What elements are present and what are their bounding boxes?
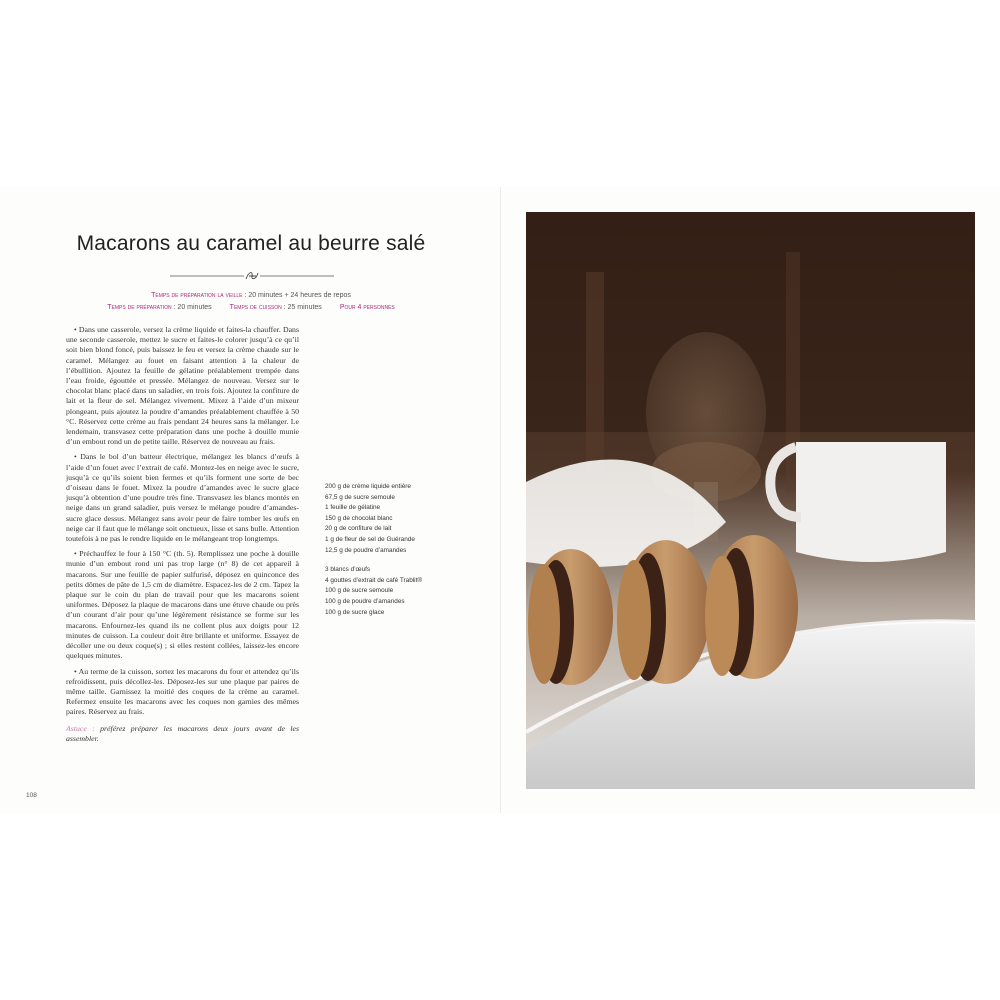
ingredient: 12,5 g de poudre d’amandes — [325, 546, 407, 554]
ingredient: 200 g de crème liquide entière — [325, 483, 411, 490]
servings: Pour 4 personnes — [339, 304, 395, 311]
page-number: 108 — [26, 792, 37, 799]
prep-eve-label: Temps de préparation la veille — [151, 292, 243, 299]
tip-label: Astuce : — [66, 723, 95, 733]
ingredient: 100 g de sucre semoule — [325, 587, 394, 595]
macarons-photo — [526, 212, 975, 789]
ingredient: 100 g de sucre glace — [325, 608, 385, 616]
times-row — [40, 304, 462, 311]
ingredient: 67,5 g de sucre semoule — [325, 493, 395, 501]
ingredient: 4 gouttes d’extrait de café Trablit® — [325, 576, 423, 584]
step-text: Préchauffez le four à 150 °C (th. 5). Remplissez une poche à douille munie d’un embout rond uni pas trop large (n° 8) de cet appareil à macarons. Sur une feuille de papier sulfurisé, déposez en quinconce des petits dômes de pâte de 1,5 cm de diamètre. Espacez-les de 2 cm. Tapez la plaque sur le coin du plan de travail pour que les macarons soient uniformes. Déposez la plaque de macarons dans une étuve chaude ou près d’un courant d’air pour qu’une légèrement résistance se forme sur les macarons. Enfournez-les quand ils ne collent plus aux doigts pour 12 minutes de cuisson. La couleur doit être brillante et uniforme. Essayez de décoller une ou deux coque(s) ; si elles restent collées, laissez-les encore quelques minutes. — [66, 549, 299, 661]
ingredient: 1 g de fleur de sel de Guérande — [325, 535, 415, 543]
ingredients-list — [325, 482, 475, 618]
cook-value: : 25 minutes — [281, 304, 322, 311]
prep-time-eve — [40, 292, 462, 299]
tip-text: préférez préparer les macarons deux jours avant de les assembler. — [66, 723, 299, 743]
prep-eve-value: : 20 minutes + 24 heures de repos — [242, 292, 351, 299]
ingredients-shells — [325, 565, 475, 618]
macaron-1 — [528, 549, 613, 685]
tip-note — [66, 724, 299, 744]
ingredient: 150 g de chocolat blanc — [325, 514, 393, 522]
prep-label: Temps de préparation — [107, 304, 172, 311]
step-text: Dans une casserole, versez la crème liquide et faites-la chauffer. Dans une seconde casserole, mettez le sucre et faites-le colorer jusqu’à ce qu’il soit bien blond foncé, puis baissez le feu et versez la crème chaude sur le caramel. Mélangez au fouet en faisant attention à la chaleur de l’ébullition. Ajoutez la feuille de gélatine préalablement trempée dans l’eau froide, égouttée et pressée. Mélangez de nouveau. Versez sur le chocolat blanc placé dans un saladier, en trois fois. Ajoutez la confiture de lait et la fleur de sel. Mélangez vivement. Mixez à l’aide d’un mixeur plongeant, puis ajoutez la poudre d’amandes préalablement chauffée à 50 °C. Réservez cette crème au frais pendant 24 heures sans la mélanger. Le lendemain, transvasez cette préparation dans une poche à douille munie d’un embout rond un de petite taille. Réservez de nouveau au frais. — [66, 325, 299, 447]
ingredient: 1 feuille de gélatine — [325, 504, 381, 512]
macaron-2 — [617, 540, 710, 684]
ornament-divider — [170, 270, 334, 282]
step-text: Au terme de la cuisson, sortez les macarons du four et attendez qu’ils refroidissent, puis décollez-les. Déposez-les sur une plaque par paires de même taille. Garnissez la moitié des coques de la crème au caramel. Refermez ensuite les macarons avec les coques non garnies des mêmes paires. Réservez au frais. — [66, 666, 299, 717]
recipe-title: Macarons au caramel au beurre salé — [76, 232, 426, 255]
step-paragraph: • Au terme de la cuisson, sortez les macarons du four et attendez qu’ils refroidissent, puis décollez-les. Déposez-les sur une plaque par paires de même taille. Garnissez la moitié des coques de la crème au caramel. Refermez ensuite les macarons avec les coques non garnies des mêmes paires. Réservez au frais. — [66, 666, 299, 717]
step-text: Dans le bol d’un batteur électrique, mélangez les blancs d’œufs à l’aide d’un fouet avec l’extrait de café. Montez-les en neige avec le sucre, jusqu’à ce qu’ils soient bien fermes et qu’ils forment une sorte de bec d’oiseau dans le fouet. Mixez la poudre d’amandes avec le sucre glace jusqu’à obtention d’une poudre très fine. Transvasez les blancs montés en neige dans un grand saladier, puis versez le mélange poudre d’amandes-sucre glace dessus. Mélangez sans avoir peur de faire tomber les œufs en neige car il faut que le mélange soit onctueux, lisse et sans bulle. Attention toutefois à ne pas le rendre liquide en le mélangeant trop longtemps. — [66, 452, 299, 544]
ingredients-cream — [325, 482, 475, 556]
cook-label: Temps de cuisson — [229, 304, 282, 311]
step-paragraph: • Dans le bol d’un batteur électrique, mélangez les blancs d’œufs à l’aide d’un fouet avec l’extrait de café. Montez-les en neige avec le sucre, jusqu’à ce qu’ils soient bien fermes et qu’ils forment une sorte de bec d’oiseau dans le fouet. Mixez la poudre d’amandes avec le sucre glace jusqu’à obtention d’une poudre très fine. Transvasez les blancs montés en neige dans un grand saladier, puis versez le mélange poudre d’amandes-sucre glace dessus. Mélangez sans avoir peur de faire tomber les œufs en neige car il faut que le mélange soit onctueux, lisse et sans bulle. Attention toutefois à ne pas le rendre liquide en le mélangeant trop longtemps. — [66, 452, 299, 544]
ingredient: 20 g de confiture de lait — [325, 525, 392, 533]
prep-value: : 20 minutes — [171, 304, 212, 311]
recipe-steps — [66, 325, 299, 749]
ingredient: 100 g de poudre d’amandes — [325, 597, 405, 605]
ingredient: 3 blancs d’œufs — [325, 566, 371, 574]
step-paragraph: • Préchauffez le four à 150 °C (th. 5). Remplissez une poche à douille munie d’un embout rond uni pas trop large (n° 8) de cet appareil à macarons. Sur une feuille de papier sulfurisé, déposez en quinconce des petits dômes de pâte de 1,5 cm de diamètre. Espacez-les de 2 cm. Tapez la plaque sur le coin du plan de travail pour que les macarons soient uniformes. Déposez la plaque de macarons dans une étuve chaude ou près d’un courant d’air pour qu’une légèrement résistance se forme sur les macarons. Enfournez-les quand ils ne collent plus aux doigts pour 12 minutes de cuisson. La couleur doit être brillante et uniforme. Essayez de décoller une ou deux coque(s) ; si elles restent collées, laissez-les encore quelques minutes. — [66, 549, 299, 661]
step-paragraph: • Dans une casserole, versez la crème liquide et faites-la chauffer. Dans une seconde casserole, mettez le sucre et faites-le colorer jusqu’à ce qu’il soit bien blond foncé, puis baissez le feu et versez la crème chaude sur le caramel. Mélangez au fouet en faisant attention à la chaleur de l’ébullition. Ajoutez la feuille de gélatine préalablement trempée dans l’eau froide, égouttée et pressée. Mélangez de nouveau. Versez sur le chocolat blanc placé dans un saladier, en trois fois. Ajoutez la confiture de lait et la fleur de sel. Mélangez vivement. Mixez à l’aide d’un mixeur plongeant, puis ajoutez la poudre d’amandes préalablement chauffée à 50 °C. Réservez cette crème au frais pendant 24 heures sans la mélanger. Le lendemain, transvasez cette préparation dans une poche à douille munie d’un embout rond un de petite taille. Réservez de nouveau au frais. — [66, 325, 299, 447]
page-gutter — [500, 187, 501, 813]
